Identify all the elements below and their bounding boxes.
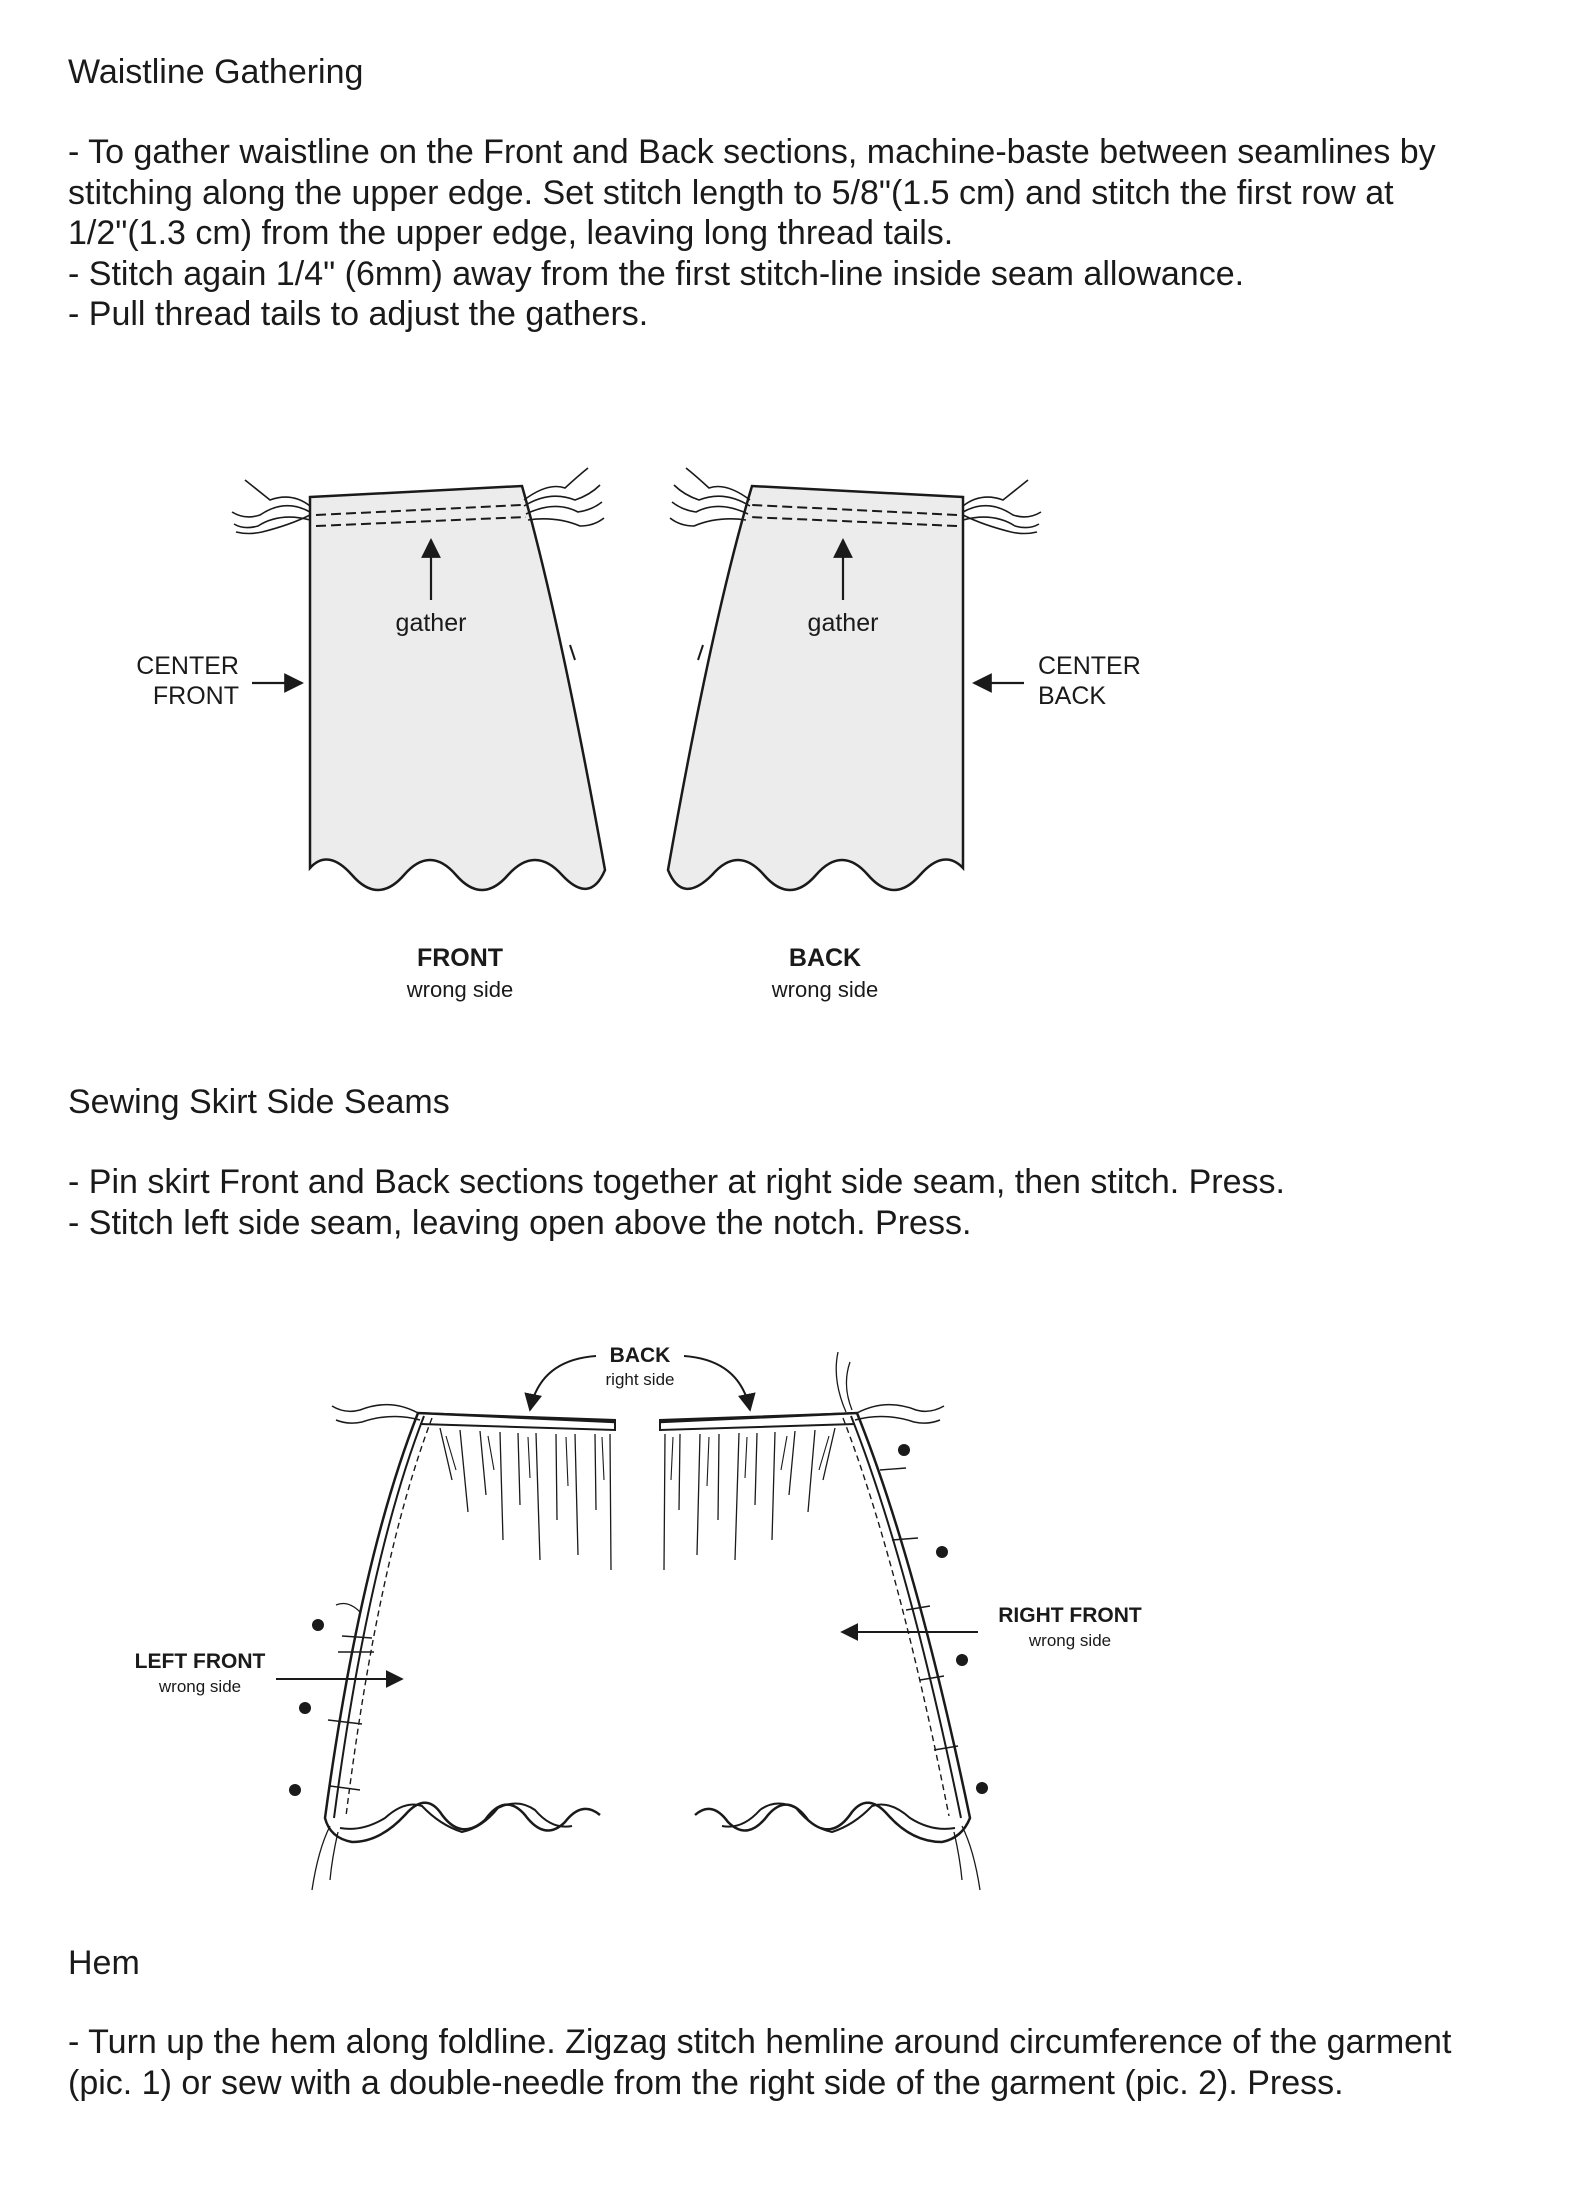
section-heading-side-seams: Sewing Skirt Side Seams [68,1083,450,1121]
section-body-side-seams [68,1162,1508,1243]
body-line: (pic. 1) or sew with a double-needle from the right side of the garment (pic. 2). Press. [68,2063,1344,2102]
pin-dots [289,1444,988,1796]
back-title-label: BACK [788,944,862,972]
center-back-label-line2: BACK [1038,682,1107,710]
body-line: stitching along the upper edge. Set stitch length to 5/8"(1.5 cm) and stitch the first row at [68,173,1394,212]
center-front-label-line2: FRONT [152,682,239,710]
body-line: - Stitch again 1/4" (6mm) away from the first stitch-line inside seam allowance. [68,254,1245,293]
section-heading-waistline-gathering: Waistline Gathering [68,53,364,91]
back-arrow-left [530,1356,596,1410]
right-front-title: RIGHT FRONT [998,1604,1142,1627]
center-back-label-line1: CENTER [1038,652,1141,680]
left-front-title: LEFT FRONT [134,1650,266,1673]
gathering-illustration [0,0,1588,1060]
left-front-sub: wrong side [158,1677,242,1696]
back-right-side-title: BACK [609,1344,671,1367]
center-front-label-line1: CENTER [136,652,239,680]
front-sub-label: wrong side [406,977,514,1002]
section-heading-hem: Hem [68,1944,140,1982]
front-title-label: FRONT [416,944,504,972]
body-line: - Pull thread tails to adjust the gathers. [68,295,649,333]
back-sub-label: wrong side [771,977,879,1002]
side-seams-illustration [0,1300,1588,1920]
back-right-side-sub: right side [605,1370,675,1389]
skirt-assembled [312,1352,980,1890]
front-gather-label: gather [395,609,467,637]
back-arrow-right [684,1356,750,1410]
right-front-sub: wrong side [1028,1631,1112,1650]
back-gather-label: gather [807,609,879,637]
body-line: - To gather waistline on the Front and Back sections, machine-baste between seamlines by [68,133,1436,171]
body-line: 1/2"(1.3 cm) from the upper edge, leaving long thread tails. [68,214,954,252]
back-skirt-piece [668,468,1041,890]
section-body-hem [68,2022,1508,2103]
body-line: - Pin skirt Front and Back sections together at right side seam, then stitch. Press. [68,1163,1285,1201]
body-line: - Stitch left side seam, leaving open above the notch. Press. [68,1203,972,1242]
body-line: - Turn up the hem along foldline. Zigzag stitch hemline around circumference of the garment [68,2023,1452,2061]
front-skirt-piece [232,468,605,890]
